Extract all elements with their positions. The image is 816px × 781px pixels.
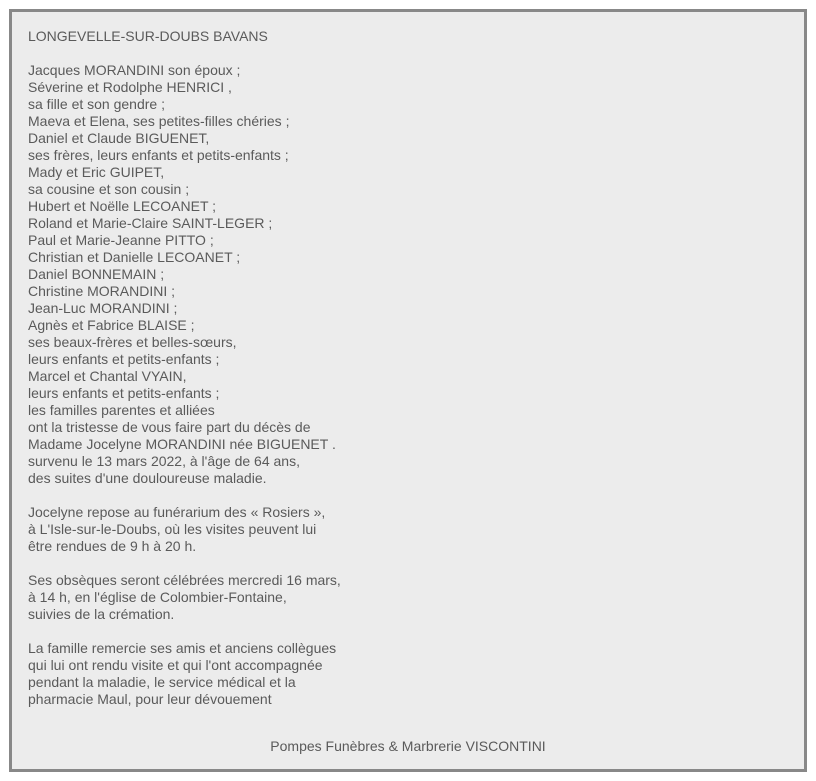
obsequies-paragraph — [28, 572, 748, 623]
funeral-home-signature: Pompes Funèbres & Marbrerie VISCONTINI — [270, 738, 546, 754]
family-line: les familles parentes et alliées — [28, 402, 215, 418]
family-line: Paul et Marie-Jeanne PITTO ; — [28, 232, 214, 248]
family-line: Daniel BONNEMAIN ; — [28, 266, 165, 282]
family-line: ses beaux-frères et belles-sœurs, — [28, 334, 237, 350]
family-line: ses frères, leurs enfants et petits-enfants ; — [28, 147, 289, 163]
thanks-line: La famille remercie ses amis et anciens collègues — [28, 640, 337, 656]
funerarium-paragraph — [28, 504, 748, 555]
family-line: sa cousine et son cousin ; — [28, 181, 190, 197]
family-line: Jacques MORANDINI son époux ; — [28, 62, 241, 78]
family-line: Marcel et Chantal VYAIN, — [28, 368, 187, 384]
obsequies-line: Ses obsèques seront célébrées mercredi 16 mars, — [28, 572, 341, 588]
location-heading: LONGEVELLE-SUR-DOUBS BAVANS — [28, 28, 268, 44]
thanks-line: pharmacie Maul, pour leur dévouement — [28, 691, 272, 707]
family-line: des suites d'une douloureuse maladie. — [28, 470, 267, 486]
family-line: leurs enfants et petits-enfants ; — [28, 351, 220, 367]
paragraph-spacer — [28, 487, 748, 504]
obsequies-line: suivies de la crémation. — [28, 606, 175, 622]
paragraph-spacer — [28, 623, 748, 640]
thanks-paragraph — [28, 640, 748, 708]
family-line: sa fille et son gendre ; — [28, 96, 165, 112]
family-line: Hubert et Noëlle LECOANET ; — [28, 198, 217, 214]
family-line: ont la tristesse de vous faire part du décès de — [28, 419, 311, 435]
funerarium-line: Jocelyne repose au funérarium des « Rosiers », — [28, 504, 326, 520]
paragraph-spacer — [28, 555, 748, 572]
family-line: survenu le 13 mars 2022, à l'âge de 64 ans, — [28, 453, 300, 469]
funerarium-line: à L'Isle-sur-le-Doubs, où les visites peuvent lui — [28, 521, 317, 537]
family-line: Christian et Danielle LECOANET ; — [28, 249, 241, 265]
obituary-notice — [9, 9, 807, 772]
obituary-body — [28, 28, 748, 708]
obsequies-line: à 14 h, en l'église de Colombier-Fontaine, — [28, 589, 287, 605]
family-line: leurs enfants et petits-enfants ; — [28, 385, 220, 401]
family-line: Jean-Luc MORANDINI ; — [28, 300, 178, 316]
family-line: Maeva et Elena, ses petites-filles chéries ; — [28, 113, 290, 129]
thanks-line: pendant la maladie, le service médical et la — [28, 674, 296, 690]
family-line: Madame Jocelyne MORANDINI née BIGUENET . — [28, 436, 336, 452]
family-line: Roland et Marie-Claire SAINT-LEGER ; — [28, 215, 273, 231]
thanks-line: qui lui ont rendu visite et qui l'ont accompagnée — [28, 657, 323, 673]
family-line: Séverine et Rodolphe HENRICI , — [28, 79, 232, 95]
family-line: Agnès et Fabrice BLAISE ; — [28, 317, 195, 333]
family-list — [28, 62, 748, 487]
funerarium-line: être rendues de 9 h à 20 h. — [28, 538, 197, 554]
family-line: Christine MORANDINI ; — [28, 283, 176, 299]
family-line: Mady et Eric GUIPET, — [28, 164, 165, 180]
family-line: Daniel et Claude BIGUENET, — [28, 130, 210, 146]
paragraph-spacer — [28, 45, 748, 62]
